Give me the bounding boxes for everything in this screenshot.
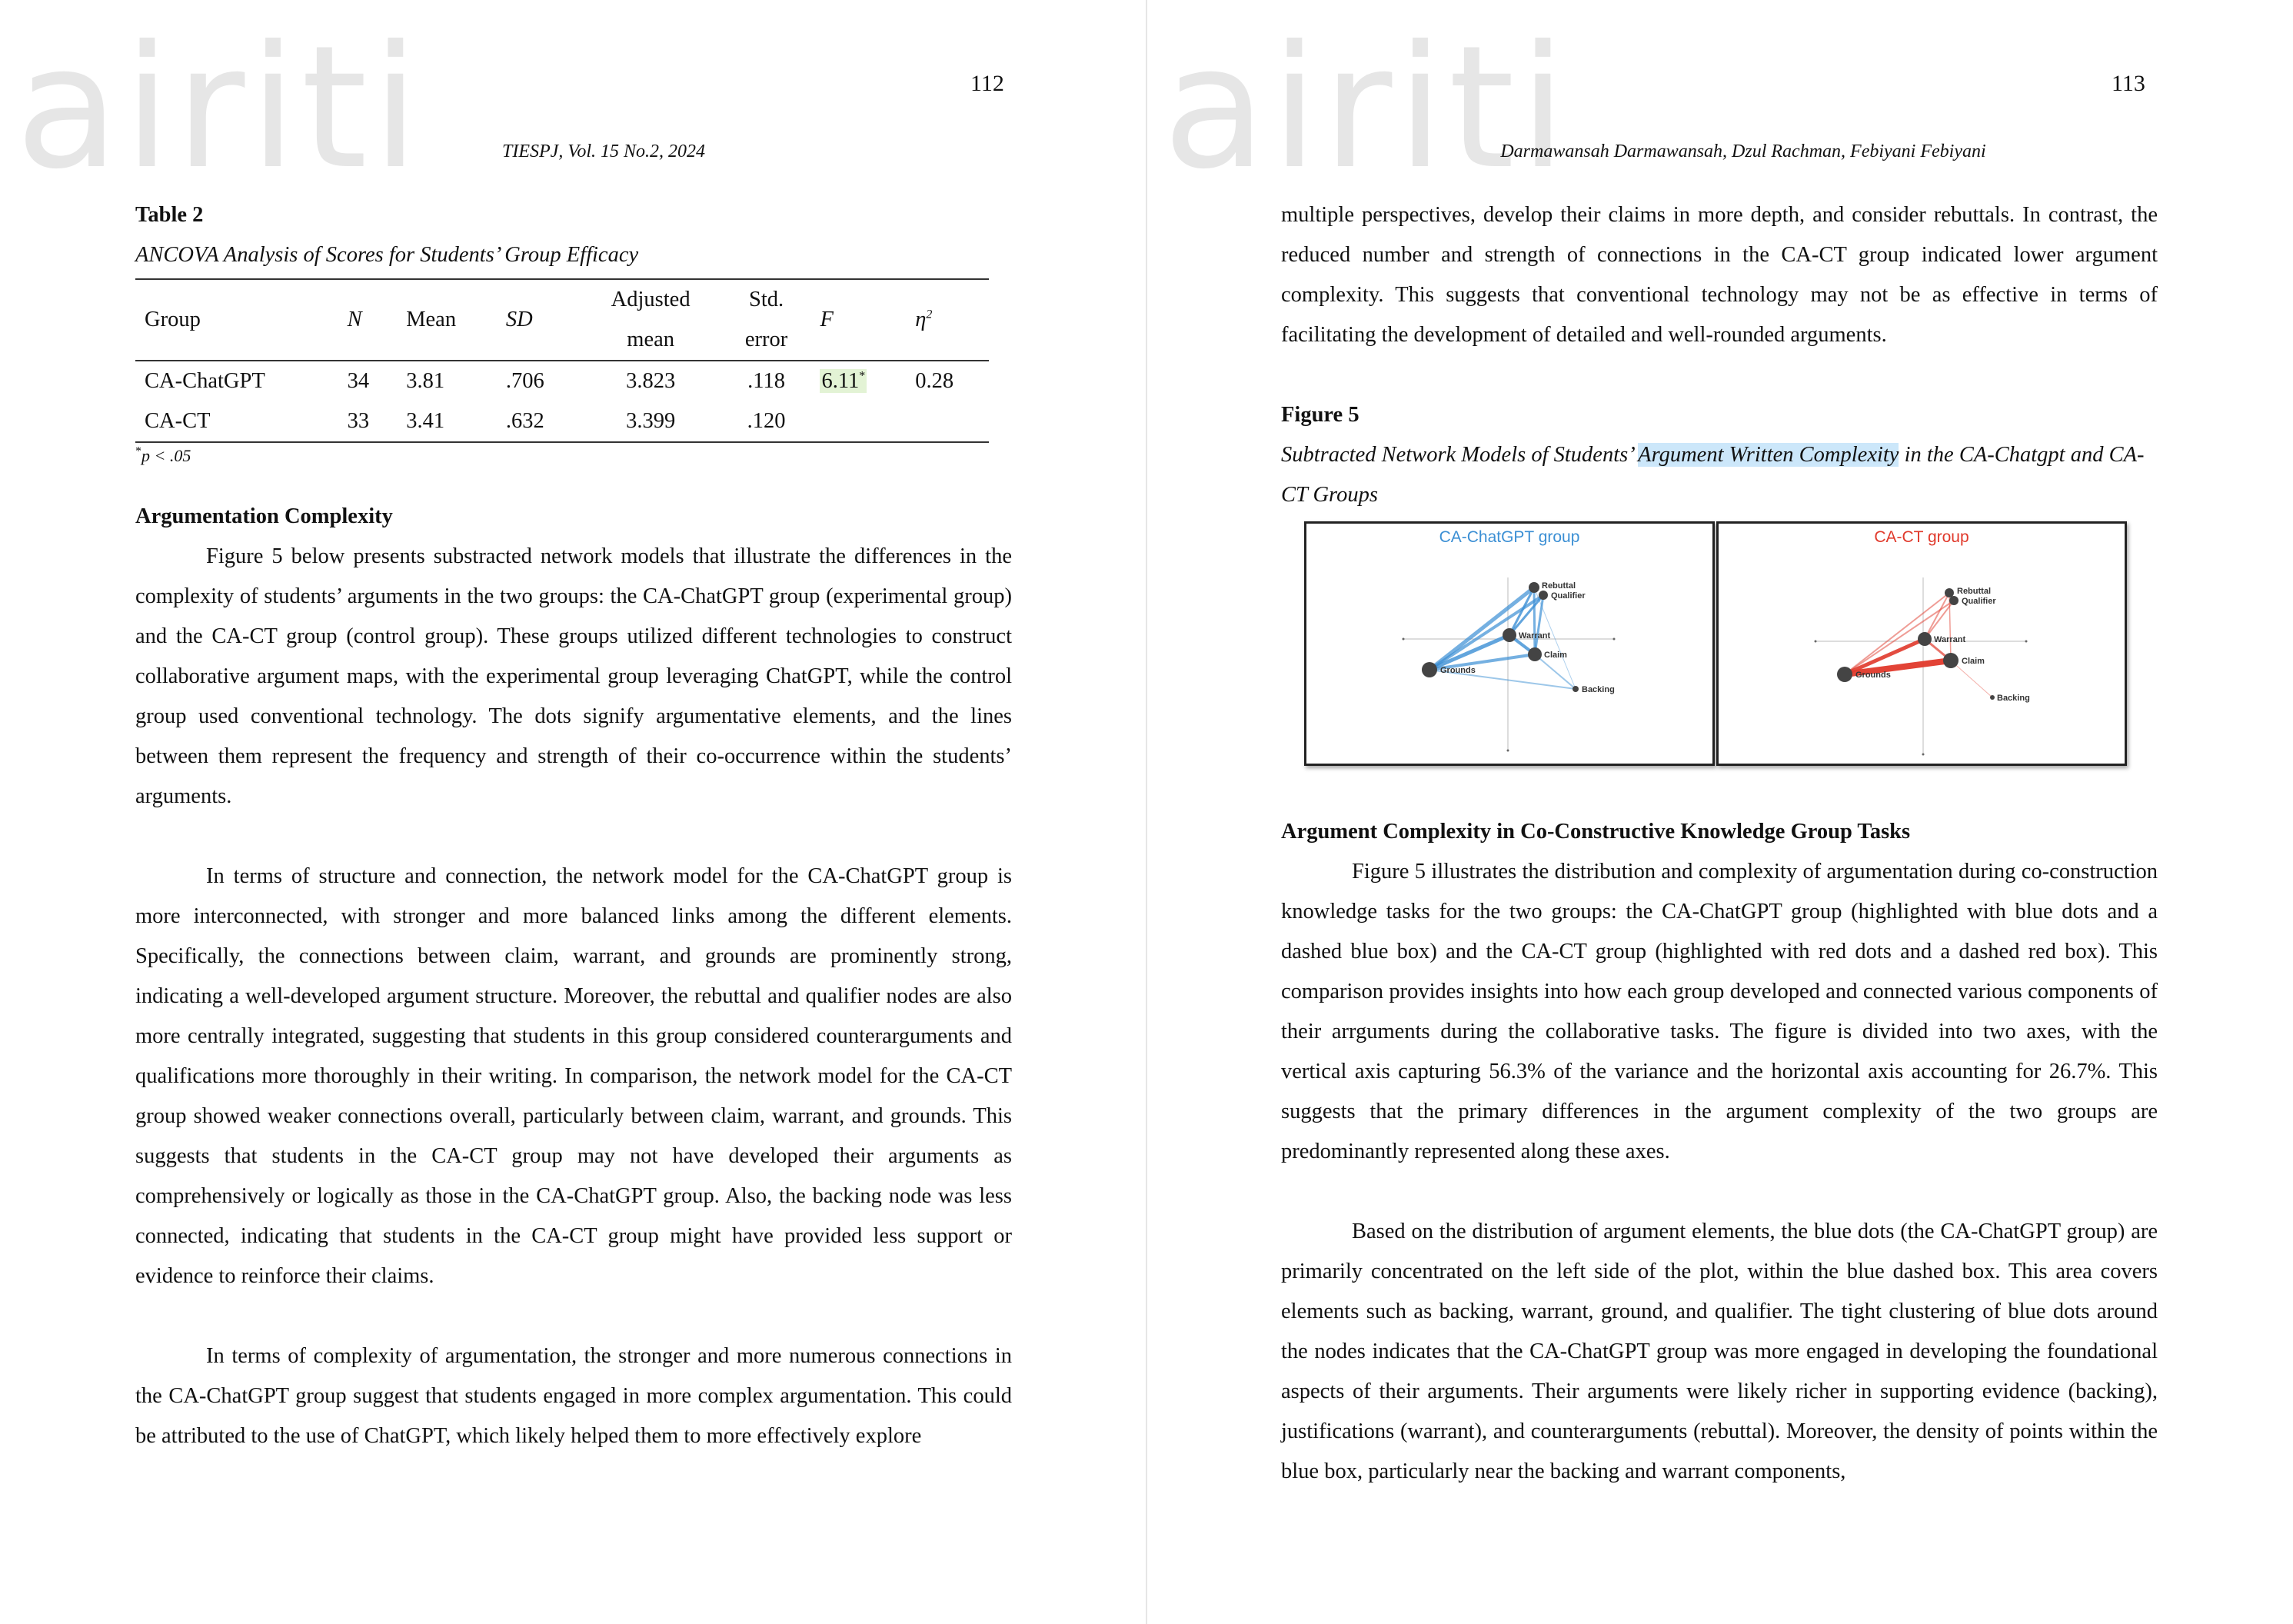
col-header-eta: [906, 279, 989, 361]
col-header-mean: Mean: [397, 279, 497, 361]
cell-std-error: .118: [747, 369, 785, 393]
cell-eta: 0.28: [915, 369, 954, 393]
table-label: Table 2: [135, 203, 204, 227]
watermark: airiti: [1163, 9, 1571, 206]
cell-sd: .706: [505, 369, 544, 393]
caption-part: in the CA-Chatgpt and CA-CT Groups: [1281, 443, 2145, 507]
f-significance-mark: *: [859, 369, 866, 383]
table-caption: ANCOVA Analysis of Scores for Students’ Group Efficacy: [135, 243, 639, 267]
cell-group: CA-CT: [135, 401, 338, 442]
cell-eta: [906, 401, 989, 442]
watermark: airiti: [15, 9, 424, 206]
eta-superscript: 2: [926, 308, 933, 321]
node-label-grounds: Grounds: [1855, 671, 1891, 680]
caption-part: Subtracted Network Models of Students’: [1281, 443, 1639, 467]
table-row: [135, 401, 989, 442]
cell-f: [810, 401, 906, 442]
col-header-std-2: error: [722, 320, 811, 361]
node-label-claim: Claim: [1544, 651, 1567, 660]
cell-mean: 3.81: [406, 369, 445, 393]
running-head: TIESPJ, Vol. 15 No.2, 2024: [502, 141, 705, 161]
network-panel-ct: [1716, 521, 2127, 766]
note-mark: *: [135, 444, 141, 458]
node-label-qualifier: Qualifier: [1962, 597, 1996, 606]
paragraph: In terms of complexity of argumentation, the stronger and more numerous connections in the CA-ChatGPT group suggest that students engaged in more complex argumentation. This could be attributed to the use of ChatGPT, which likely helped them to more effectively explore: [135, 1344, 1012, 1448]
highlighted-f-value: [820, 369, 867, 393]
col-header-sd: SD: [497, 279, 580, 361]
ancova-table: [135, 278, 989, 443]
col-header-adjusted: Adjusted: [580, 279, 722, 320]
table-row: [135, 361, 989, 401]
panel-title: CA-CT group: [1874, 528, 1969, 546]
network-graph: [1719, 524, 2125, 764]
cell-std-error: .120: [722, 401, 811, 442]
cell-adjusted-mean: 3.823: [626, 369, 676, 393]
section-heading: Argument Complexity in Co-Constructive Knowledge Group Tasks: [1281, 820, 1911, 844]
eta-symbol: η: [915, 308, 927, 331]
right-column: [1281, 195, 2158, 1492]
col-header-group: Group: [135, 279, 338, 361]
table-note: [135, 443, 1012, 469]
note-text: p < .05: [141, 446, 191, 465]
page-number: 113: [2112, 71, 2145, 96]
running-head: Darmawansah Darmawansah, Dzul Rachman, Febiyani Febiyani: [1500, 141, 1986, 161]
node-label-backing: Backing: [1997, 694, 2030, 703]
left-column: [135, 195, 1012, 1456]
panel-title: CA-ChatGPT group: [1439, 528, 1580, 546]
node-label-rebuttal: Rebuttal: [1542, 581, 1576, 591]
figure-panels: [1281, 521, 2158, 769]
cell-group: CA-ChatGPT: [145, 369, 265, 393]
cell-f: [810, 361, 906, 401]
col-header-std: Std.: [722, 279, 811, 320]
right-page: [1147, 0, 2293, 1624]
paragraph: In terms of structure and connection, the network model for the CA-ChatGPT group is more interconnected, with stronger and more balanced links among the different elements. Specifically, the connections between claim, warrant, and grounds are prominently strong, indicating a well-developed argument structure. Moreover, the rebuttal and qualifier nodes are also more centrally integrated, suggesting that students in this group considered counterarguments and qualifications more thoroughly in their writing. In comparison, the network model for the CA-CT group showed weaker connections overall, particularly between claim, warrant, and grounds. This suggests that students in the CA-CT group may not have developed their arguments as comprehensively or logically as those in the CA-ChatGPT group. Also, the backing node was less connected, indicating that students in the CA-CT group might have provided less support or evidence to reinforce their claims.: [135, 864, 1012, 1288]
f-value: 6.11: [821, 369, 860, 393]
cell-adjusted-mean: 3.399: [580, 401, 722, 442]
node-label-warrant: Warrant: [1519, 631, 1551, 641]
cell-n: 33: [338, 401, 398, 442]
section-heading: Argumentation Complexity: [135, 504, 393, 528]
col-header-f: F: [810, 279, 906, 361]
paragraph: Figure 5 illustrates the distribution and complexity of argumentation during co-construction knowledge tasks for the two groups: the CA-ChatGPT group (highlighted with blue dots and a dashed blue box) and the CA-CT group (highlighted with red dots and a dashed red box). This comparison provides insights into how each group developed and connected various components of their arrguments during the collaborative tasks. The figure is divided into two axes, with the vertical axis capturing 56.3% of the variance and the horizontal axis accounting for 26.7%. This suggests that the primary differences in the argument complexity of the two groups are predominantly represented along these axes.: [1281, 860, 2158, 1163]
figure-caption: [1281, 435, 2158, 515]
node-label-grounds: Grounds: [1440, 666, 1476, 675]
paragraph: Figure 5 below presents substracted network models that illustrate the differences in the complexity of students’ arguments in the two groups: the CA-ChatGPT group (experimental group) and the CA-CT group (control group). These groups utilized different technologies to construct collaborative argument maps, with the experimental group leveraging ChatGPT, while the control group used conventional technology. The dots signify argumentative elements, and the lines between them represent the frequency and strength of their co-occurrence within the students’ arguments.: [135, 544, 1012, 808]
highlighted-phrase: Argument Written Complexity: [1638, 443, 1899, 467]
cell-sd: .632: [497, 401, 580, 442]
col-header-adjusted-2: mean: [580, 320, 722, 361]
figure-label: Figure 5: [1281, 403, 1359, 427]
node-label-rebuttal: Rebuttal: [1957, 587, 1991, 596]
page-number: 112: [970, 71, 1004, 96]
node-label-backing: Backing: [1582, 685, 1615, 694]
network-graph: [1306, 524, 1712, 764]
node-label-qualifier: Qualifier: [1551, 591, 1586, 601]
paragraph: Based on the distribution of argument elements, the blue dots (the CA-ChatGPT group) are primarily concentrated on the left side of the plot, within the blue dashed box. This area covers elements such as backing, warrant, ground, and qualifier. The tight clustering of blue dots around the nodes indicates that the CA-ChatGPT group was more engaged in developing the foundational aspects of their arguments. Their arguments were likely richer in supporting evidence (backing), justifications (warrant), and counterarguments (rebuttal). Moreover, the density of points within the blue box, particularly near the backing and warrant components,: [1281, 1220, 2158, 1483]
cell-mean: 3.41: [397, 401, 497, 442]
cell-n: 34: [347, 369, 370, 393]
network-panel-chatgpt: [1304, 521, 1715, 766]
node-label-warrant: Warrant: [1934, 635, 1966, 644]
col-header-n: N: [338, 279, 398, 361]
paragraph: multiple perspectives, develop their claims in more depth, and consider rebuttals. In contrast, the reduced number and strength of connections in the CA-CT group indicated lower argument complexity. This suggests that conventional technology may not be as effective in terms of facilitating the development of detailed and well-rounded arguments.: [1281, 203, 2158, 347]
node-label-claim: Claim: [1962, 657, 1985, 666]
